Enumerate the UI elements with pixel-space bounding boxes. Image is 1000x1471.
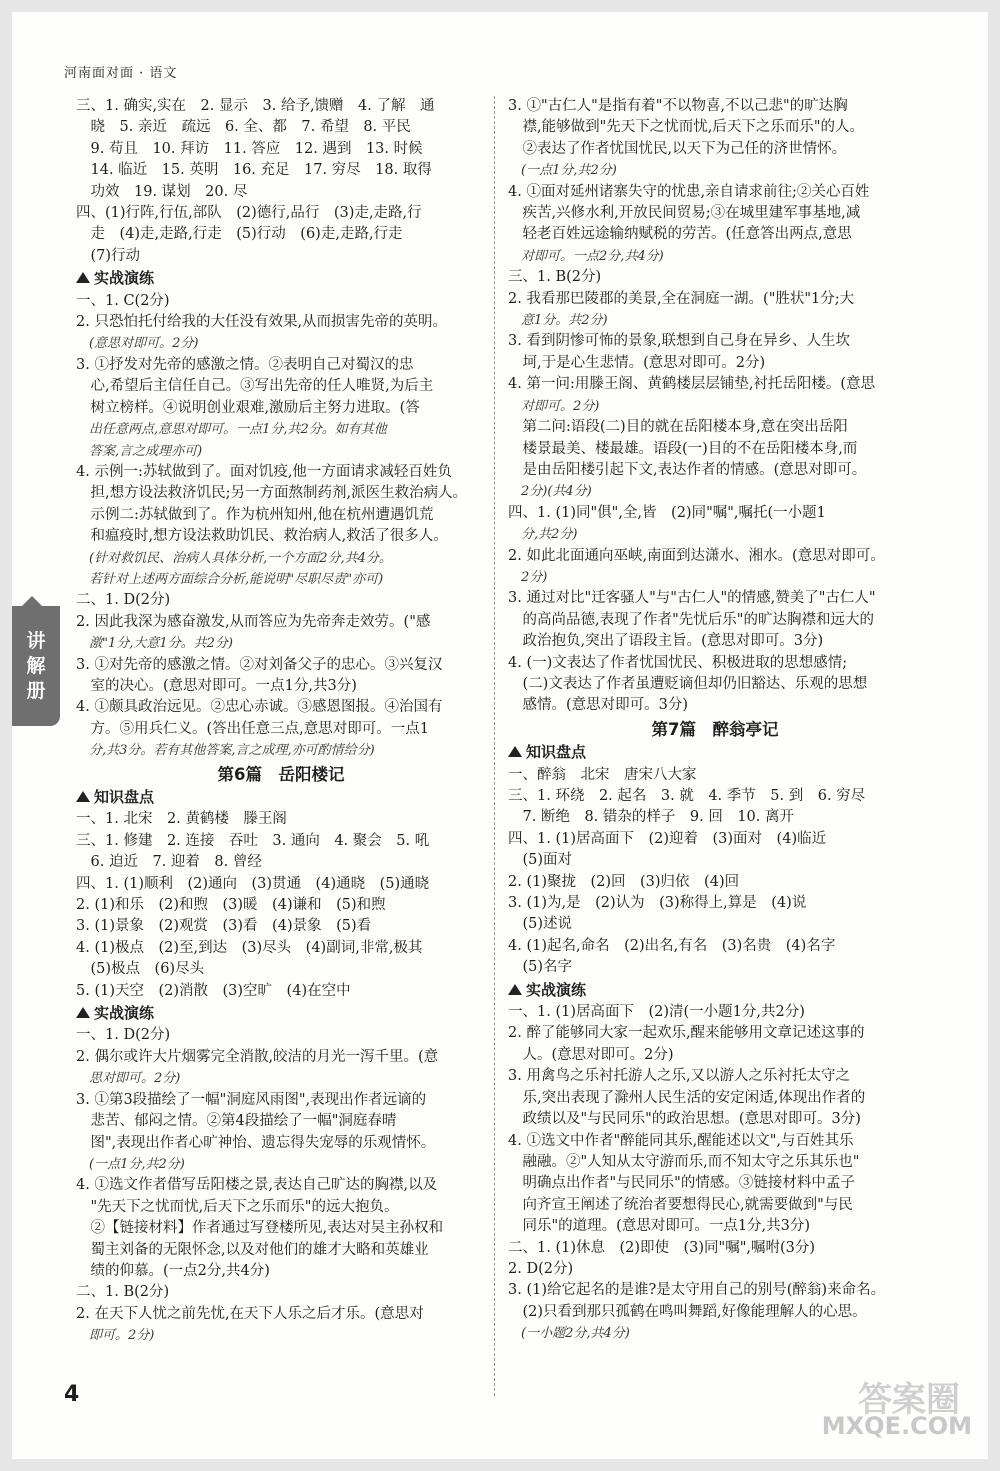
answer-note-line: 若针对上述两方面综合分析,能说明"尽职尽责"亦可)	[76, 571, 384, 587]
answer-line: 四、1. (1)顺利 (2)通向 (3)贯通 (4)通晓 (5)通晓	[76, 875, 430, 892]
section-heading-text: 知识盘点	[526, 743, 587, 762]
answer-note-line: 分,共3分。若有其他答案,言之成理,亦可酌情给分)	[76, 743, 375, 759]
answer-line: 融融。②"人知从太守游而乐,而不知太守之乐其乐也"	[508, 1153, 860, 1170]
triangle-icon	[76, 272, 90, 283]
answer-line: (5)面对	[508, 852, 573, 869]
answer-line: 同乐"的道理。(意思对即可。一点1分,共3分)	[508, 1218, 811, 1235]
section-heading-text: 实战演练	[94, 269, 155, 288]
section-heading	[76, 1003, 486, 1024]
answer-note-line: (一小题2分,共4分)	[508, 1326, 630, 1342]
answer-line: 4. 示例一:苏轼做到了。面对饥疫,他一方面请求减轻百姓负	[76, 463, 452, 480]
answer-line: 3. ①对先帝的感激之情。②对刘备父子的忠心。③兴复汉	[76, 656, 443, 673]
answer-line: 三、1. 环绕 2. 起名 3. 就 4. 季节 5. 到 6. 穷尽	[508, 788, 866, 804]
answer-line: 4. ①颇具政治远见。②忠心赤诚。③感恩图报。④治国有	[76, 699, 443, 716]
answer-note-line: 分,共2分)	[508, 527, 578, 543]
answer-line: 3. 通过对比"迁客骚人"与"古仁人"的情感,赞美了"古仁人"	[508, 590, 876, 607]
answer-line: 2. 我看那巴陵郡的美景,全在洞庭一湖。("胜状"1分;大	[508, 290, 855, 307]
answer-line: 4. ①选文中作者"醉能同其乐,醒能述以文",与百姓其乐	[508, 1132, 854, 1149]
column-divider	[494, 96, 495, 1396]
side-tab-char-1: 讲	[26, 629, 46, 652]
answer-line: 明确点出作者"与民同乐"的情感。③链接材料中孟子	[508, 1175, 855, 1192]
answer-note-line: 激"1分,大意1分。共2分)	[76, 636, 233, 652]
answer-line: 3. (1)给它起名的是谁?是太守用自己的别号(醉翁)来命名。	[508, 1282, 886, 1299]
answer-line: 一、醉翁 北宋 唐宋八大家	[508, 766, 697, 783]
answer-line: 2. D(2分)	[508, 1260, 574, 1277]
answer-note-line: 答案,言之成理亦可)	[76, 443, 203, 459]
answer-note-line: (意思对即可。2分)	[76, 336, 199, 352]
side-tab-notch	[22, 596, 42, 606]
answer-note-line: 2分)(共4分)	[508, 484, 592, 500]
answer-line: 悲苦、郁闷之情。②第4段描绘了一幅"洞庭春晴	[76, 1113, 397, 1130]
right-column	[508, 96, 922, 1345]
answer-line: 的高尚品德,表现了作者"先忧后乐"的旷达胸襟和远大的	[508, 611, 874, 628]
answer-line: 3. 用禽鸟之乐衬托游人之乐,又以游人之乐衬托太守之	[508, 1068, 851, 1085]
answer-line: 2. 偶尔或许大片烟雾完全消散,皎洁的月光一泻千里。(意	[76, 1048, 439, 1065]
answer-line: 4. (1)起名,命名 (2)出名,有名 (3)名贵 (4)名字	[508, 937, 836, 954]
answer-line: 四、1. (1)同"俱",全,皆 (2)同"嘱",嘱托(一小题1	[508, 504, 826, 521]
side-tab	[12, 606, 60, 726]
answer-line: 3. ①"古仁人"是指有着"不以物喜,不以己悲"的旷达胸	[508, 98, 848, 114]
answer-line: 二、1. B(2分)	[76, 1284, 170, 1301]
answer-line: 感情。(意思对即可。3分)	[508, 697, 689, 714]
answer-line: (7)行动	[76, 247, 141, 264]
answer-line: 树立榜样。④说明创业艰难,激励后主努力进取。(答	[76, 399, 420, 416]
answer-line: 7. 断绝 8. 错杂的样子 9. 回 10. 离开	[508, 809, 794, 826]
answer-line: ②【链接材料】作者通过写登楼所见,表达对吴主孙权和	[76, 1220, 444, 1237]
answer-note-line: (一点1分,共2分)	[508, 163, 617, 179]
answer-line: 是由岳阳楼引起下文,表达作者的情感。(意思对即可。	[508, 461, 867, 478]
answer-line: 6. 迫近 7. 迎着 8. 曾经	[76, 854, 262, 871]
answer-line: 二、1. (1)休息 (2)即使 (3)同"嘱",嘱咐(3分)	[508, 1239, 816, 1256]
answer-note-line: 意1分。共2分)	[508, 313, 608, 329]
answer-line: 晓 5. 亲近 疏远 6. 全、都 7. 希望 8. 平民	[76, 119, 411, 136]
answer-line: 三、1. B(2分)	[508, 269, 602, 286]
answer-note-line: 即可。2分)	[76, 1328, 155, 1344]
answer-line: 政绩以及"与民同乐"的政治思想。(意思对即可。3分)	[508, 1111, 861, 1128]
section-heading-text: 实战演练	[526, 980, 587, 999]
answer-line: 一、1. 北宋 2. 黄鹤楼 滕王阁	[76, 811, 287, 828]
chapter-title: 第7篇 醉翁亭记	[651, 719, 779, 739]
answer-line: 2. (1)聚拢 (2)回 (3)归依 (4)回	[508, 873, 740, 890]
answer-line: (5)述说	[508, 916, 573, 933]
answer-line: 2. (1)和乐 (2)和煦 (3)暖 (4)谦和 (5)和煦	[76, 897, 386, 914]
answer-line: 3. (1)为,是 (2)认为 (3)称得上,算是 (4)说	[508, 895, 807, 912]
triangle-icon	[76, 791, 90, 802]
answer-line: 政治抱负,突出了语段主旨。(意思对即可。3分)	[508, 633, 824, 650]
section-heading	[76, 268, 486, 289]
answer-line: 功效 19. 谋划 20. 尽	[76, 183, 248, 200]
answer-line: 和瘟疫时,想方设法救助饥民、救治病人,救活了很多人。	[76, 528, 448, 545]
answer-line: 一、1. D(2分)	[76, 1027, 171, 1044]
answer-line: 4. ①面对延州诸寨失守的忧患,亲自请求前往;②关心百姓	[508, 183, 870, 200]
answer-line: 四、(1)行阵,行伍,部队 (2)德行,品行 (3)走,走路,行	[76, 205, 422, 222]
chapter-title: 第6篇 岳阳楼记	[217, 764, 345, 784]
answer-note-line: 2分)	[508, 569, 548, 585]
answer-line: 方。⑤用兵仁义。(答出任意三点,意思对即可。一点1	[76, 720, 429, 737]
answer-line: 走 (4)走,走路,行走 (5)行动 (6)走,走路,行走	[76, 226, 403, 243]
side-tab-char-3: 册	[26, 679, 46, 702]
answer-note-line: (一点1分,共2分)	[76, 1156, 185, 1172]
answer-line: 楼景最美、楼最雄。语段(一)目的不在岳阳楼本身,而	[508, 440, 858, 457]
answer-line: 疾苦,兴修水利,开放民间贸易;③在城里建军事基地,减	[508, 205, 861, 222]
answer-line: 三、1. 修建 2. 连接 吞吐 3. 通向 4. 聚会 5. 吼	[76, 832, 430, 849]
answer-line: 乐,突出表现了滁州人民生活的安定闲适,体现出作者的	[508, 1089, 866, 1106]
page-header: 河南面对面 · 语文	[64, 66, 178, 81]
answer-line: 第二问:语段(二)目的就在岳阳楼本身,意在突出岳阳	[508, 419, 848, 436]
answer-line: "先天下之忧而忧,后天下之乐而乐"的远大抱负。	[76, 1198, 399, 1215]
answer-line: 2. 在天下人忧之前先忧,在天下人乐之后才乐。(意思对	[76, 1305, 424, 1322]
triangle-icon	[76, 1007, 90, 1018]
answer-line: 一、1. (1)居高面下 (2)清(一小题1分,共2分)	[508, 1004, 805, 1021]
answer-line: (5)极点 (6)尽头	[76, 961, 205, 978]
section-heading	[76, 787, 486, 808]
answer-line: 14. 临近 15. 英明 16. 充足 17. 穷尽 18. 取得	[76, 162, 432, 179]
answer-line: 4. (1)极点 (2)至,到达 (3)尽头 (4)副词,非常,极其	[76, 939, 423, 956]
section-heading	[508, 742, 922, 763]
answer-line: 3. ①抒发对先帝的感激之情。②表明自己对蜀汉的忠	[76, 356, 414, 373]
answer-line: 示例二:苏轼做到了。作为杭州知州,他在杭州遭遇饥荒	[76, 506, 434, 523]
section-heading-text: 实战演练	[94, 1004, 155, 1023]
answer-line: ②表达了作者忧国忧民,以天下为己任的济世情怀。	[508, 140, 847, 157]
answer-line: 蜀主刘备的无限怀念,以及对他们的雄才大略和英雄业	[76, 1241, 429, 1258]
answer-line: 室的决心。(意思对即可。一点1分,共3分)	[76, 677, 357, 694]
section-heading-text: 知识盘点	[94, 788, 155, 806]
answer-note-line: 思对即可。2分)	[76, 1071, 181, 1087]
answer-line: 9. 苟且 10. 拜访 11. 答应 12. 遇到 13. 时候	[76, 140, 423, 157]
answer-line: 2. 因此我深为感奋激发,从而答应为先帝奔走效劳。("感	[76, 613, 431, 630]
answer-line: 心,希望后主信任自己。③写出先帝的任人唯贤,为后主	[76, 378, 434, 395]
footer-brand-logo: 答案圈	[858, 1380, 960, 1420]
section-heading	[508, 980, 922, 1001]
triangle-icon	[508, 746, 522, 757]
answer-line: 人。(意思对即可。2分)	[508, 1046, 674, 1063]
answer-line: 3. 看到阴惨可怖的景象,联想到自己身在异乡、人生坎	[508, 333, 851, 350]
answer-line: 5. (1)天空 (2)消散 (3)空旷 (4)在空中	[76, 982, 351, 999]
answer-line: 向齐宣王阐述了统治者要想得民心,就需要做到"与民	[508, 1196, 853, 1213]
answer-line: 襟,能够做到"先天下之忧而忧,后天下之乐而乐"的人。	[508, 119, 865, 136]
answer-line: 2. 醉了能够同大家一起欢乐,醒来能够用文章记述这事的	[508, 1025, 865, 1042]
answer-line: 一、1. C(2分)	[76, 292, 170, 309]
footer-watermark: MXQE.COM	[821, 1412, 972, 1440]
answer-line: 轻老百姓远途输纳赋税的劳苦。(任意答出两点,意思	[508, 226, 852, 243]
answer-line: (二)文表达了作者虽遭贬谪但却仍旧豁达、乐观的思想	[508, 675, 868, 692]
triangle-icon	[508, 984, 522, 995]
side-tab-char-2: 解	[26, 654, 46, 677]
answer-note-line: 对即可。2分)	[508, 398, 600, 414]
answer-note-line: 对即可。一点2分,共4分)	[508, 248, 664, 264]
answer-line: 担,想方设法救济饥民;另一方面熬制药剂,派医生救治病人。	[76, 485, 468, 502]
answer-line: (5)名字	[508, 959, 573, 976]
answer-line: (2)只看到那只孤鹤在鸣叫舞蹈,好像能理解人的心思。	[508, 1303, 867, 1320]
answer-line: 3. ①第3段描绘了一幅"洞庭风雨图",表现出作者远谪的	[76, 1091, 427, 1108]
answer-line: 三、1. 确实,实在 2. 显示 3. 给予,馈赠 4. 了解 通	[76, 98, 435, 114]
answer-note-line: (针对救饥民、治病人具体分析,一个方面2分,共4分。	[76, 550, 392, 566]
answer-note-line: 出任意两点,意思对即可。一点1分,共2分。如有其他	[76, 422, 387, 438]
left-column	[76, 96, 486, 1347]
answer-line: 绩的仰慕。(一点2分,共4分)	[76, 1262, 270, 1279]
answer-line: 坷,于是心生悲情。(意思对即可。2分)	[508, 354, 766, 371]
answer-line: 图",表现出作者心旷神怡、遗忘得失宠辱的乐观情怀。	[76, 1134, 436, 1151]
answer-line: 四、1. (1)居高面下 (2)迎着 (3)面对 (4)临近	[508, 830, 827, 847]
answer-line: 3. (1)景象 (2)观赏 (3)看 (4)景象 (5)看	[76, 918, 372, 935]
answer-line: 4. (一)文表达了作者忧国忧民、积极进取的思想感情;	[508, 654, 848, 671]
answer-line: 4. 第一问:用滕王阁、黄鹤楼层层铺垫,衬托岳阳楼。(意思	[508, 376, 876, 393]
answer-line: 二、1. D(2分)	[76, 592, 171, 609]
answer-line: 2. 如此北面通向巫峡,南面到达潇水、湘水。(意思对即可。	[508, 547, 885, 564]
answer-line: 4. ①选文作者借写岳阳楼之景,表达自己旷达的胸襟,以及	[76, 1177, 438, 1194]
page-number: 4	[64, 1382, 80, 1407]
answer-line: 2. 只恐怕托付给我的大任没有效果,从而损害先帝的英明。	[76, 314, 448, 331]
